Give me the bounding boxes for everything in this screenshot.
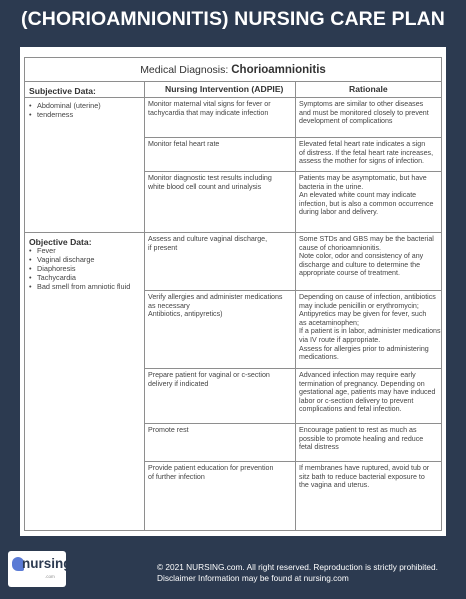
rationale-text: as acetaminophen; [299, 318, 359, 327]
footer-text [157, 562, 438, 583]
rationale-cell [299, 371, 439, 414]
care-plan-sheet [20, 47, 446, 536]
intervention-text: of further infection [148, 472, 205, 481]
rationale-text: medications. [299, 353, 339, 362]
rationale-text: Some STDs and GBS may be the bacterial [299, 235, 434, 243]
intervention-header: Nursing Intervention (ADPIE) [165, 84, 284, 94]
rationale-text: termination of pregnancy. Depending on [299, 379, 425, 388]
intervention-text: Prepare patient for vaginal or c-section [148, 371, 270, 379]
subjective-data-heading: Subjective Data: [29, 86, 96, 96]
intervention-text: white blood cell count and urinalysis [148, 182, 262, 191]
rationale-text: infection, but is also a common occurrence [299, 199, 434, 208]
rationale-text: and must be monitored closely to prevent [299, 108, 429, 117]
objective-data-list [29, 246, 130, 291]
intervention-text: Promote rest [148, 426, 189, 434]
rationale-text: may include penicillin or erythromycin; [299, 301, 419, 310]
intervention-cell [148, 293, 293, 319]
rationale-text: An elevated white count may indicate [299, 191, 417, 200]
care-plan-table [24, 57, 442, 531]
intervention-cell [148, 174, 293, 191]
list-item: • Abdominal (uterine) [29, 101, 101, 110]
rationale-cell [299, 235, 439, 278]
rationale-text: Antipyretics may be given for fever, such [299, 310, 427, 319]
rationale-text: appropriate course of treatment. [299, 269, 400, 278]
intervention-cell [148, 426, 293, 435]
diagnosis-value: Chorioamnionitis [231, 64, 326, 76]
rationale-text: bacteria in the urine. [299, 182, 364, 191]
nursing-logo [8, 551, 72, 587]
rationale-header: Rationale [349, 84, 388, 94]
intervention-cell [148, 140, 293, 149]
footer [0, 536, 466, 599]
list-item: • Fever [29, 246, 130, 255]
intervention-cell [148, 371, 293, 388]
row-divider [144, 290, 441, 291]
intervention-text: Assess and culture vaginal discharge, [148, 235, 268, 243]
rationale-text: cause of chorioamnionitis. [299, 243, 382, 252]
intervention-cell [148, 464, 293, 481]
rationale-text: Assess for allergies prior to administering [299, 344, 429, 353]
diagnosis-label: Medical Diagnosis: [140, 64, 229, 76]
list-item: • Tachycardia [29, 273, 130, 282]
column-divider [144, 82, 145, 530]
logo-text: nursing [22, 556, 72, 571]
list-item-continuation: tenderness [37, 110, 74, 119]
rationale-cell [299, 426, 439, 452]
intervention-cell [148, 235, 293, 252]
rationale-text: fetal distress [299, 443, 339, 452]
copyright-line: © 2021 NURSING.com. All right reserved. Reproduction is strictly prohibited. [157, 562, 438, 572]
row-divider [144, 137, 441, 138]
logo-subtext: .com [45, 574, 55, 579]
rationale-text: development of complications [299, 117, 393, 126]
row-divider [144, 423, 441, 424]
rationale-cell [299, 100, 439, 126]
intervention-text: Monitor diagnostic test results including [148, 174, 272, 182]
rationale-text: via IV route if appropriate. [299, 335, 381, 344]
rationale-text: during labor and delivery. [299, 208, 379, 217]
intervention-text: tachycardia that may indicate infection [148, 108, 269, 117]
rationale-text: of distress. If the fetal heart rate increases, [299, 148, 434, 157]
rationale-text: Advanced infection may require early [299, 371, 416, 379]
objective-data-heading: Objective Data: [29, 237, 92, 247]
row-divider [144, 461, 441, 462]
rationale-cell [299, 140, 439, 166]
intervention-text: Provide patient education for prevention [148, 464, 274, 472]
rationale-text: complications and fetal infection. [299, 405, 402, 414]
row-divider [144, 368, 441, 369]
rationale-cell [299, 174, 439, 217]
rationale-text: Patients may be asymptomatic, but have [299, 174, 427, 182]
intervention-text: as necessary [148, 301, 190, 310]
intervention-text: Antibiotics, antipyretics) [148, 310, 223, 319]
row-divider [25, 232, 441, 233]
medical-diagnosis [25, 58, 441, 82]
rationale-text: assess the mother for signs of infection. [299, 157, 424, 166]
list-item: • Vaginal discharge [29, 255, 130, 264]
intervention-cell [148, 100, 293, 117]
rationale-text: Note color, odor and consistency of any [299, 252, 424, 261]
rationale-text: discharge and culture to determine the [299, 260, 421, 269]
page-title: (CHORIOAMNIONITIS) NURSING CARE PLAN [21, 8, 445, 30]
rationale-cell [299, 293, 439, 362]
disclaimer-line: Disclaimer Information may be found at nursing.com [157, 572, 349, 583]
rationale-text: labor or c-section delivery to prevent [299, 396, 414, 405]
rationale-text: possible to promote healing and reduce [299, 434, 424, 443]
rationale-text: Symptoms are similar to other diseases [299, 100, 424, 108]
list-item: • Diaphoresis [29, 264, 130, 273]
intervention-text: if present [148, 243, 178, 252]
rationale-text: If a patient is in labor, administer medications [299, 327, 441, 336]
rationale-cell [299, 464, 439, 490]
intervention-text: Monitor maternal vital signs for fever or [148, 100, 271, 108]
rationale-text: If membranes have ruptured, avoid tub or [299, 464, 430, 472]
rationale-text: gestational age, patients may have induced [299, 388, 436, 397]
row-divider [25, 97, 441, 98]
list-item [29, 110, 101, 119]
list-item: • Bad smell from amniotic fluid [29, 282, 130, 291]
rationale-text: Encourage patient to rest as much as [299, 426, 417, 434]
column-divider [295, 82, 296, 530]
subjective-data-list [29, 101, 101, 119]
intervention-text: delivery if indicated [148, 379, 209, 388]
rationale-text: Elevated fetal heart rate indicates a sign [299, 140, 426, 148]
intervention-text: Monitor fetal heart rate [148, 140, 220, 148]
rationale-text: Depending on cause of infection, antibiotics [299, 293, 436, 301]
rationale-text: the vagina and uterus. [299, 481, 370, 490]
row-divider [144, 171, 441, 172]
intervention-text: Verify allergies and administer medications [148, 293, 283, 301]
rationale-text: sitz bath to reduce bacterial exposure to [299, 472, 425, 481]
